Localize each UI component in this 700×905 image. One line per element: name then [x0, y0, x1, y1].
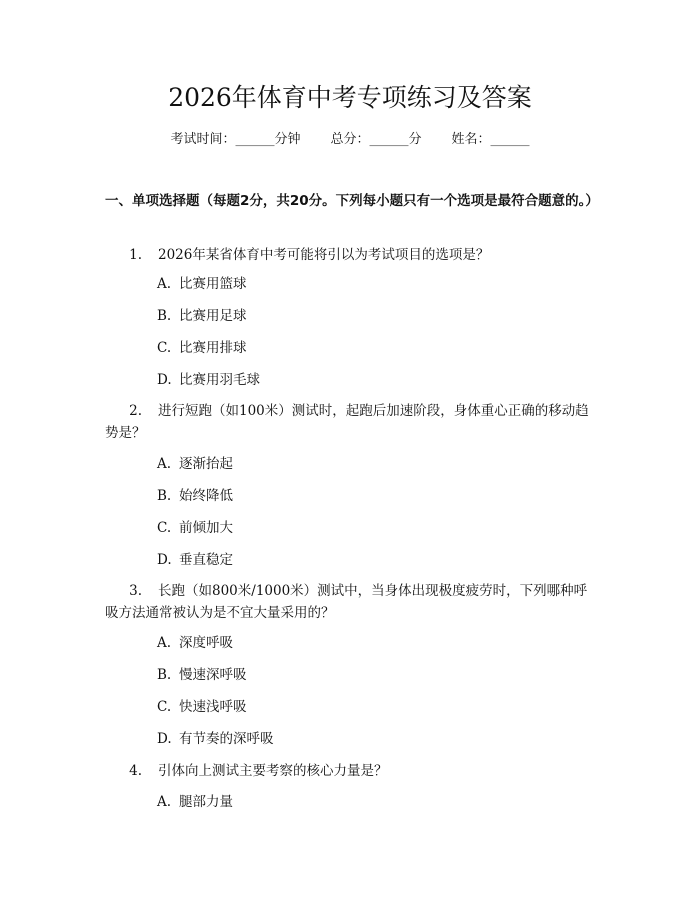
- option-b: [157, 664, 247, 686]
- option-text: 腿部力量: [179, 794, 233, 810]
- score-blank: ______: [369, 132, 409, 147]
- time-label: 考试时间：: [170, 132, 236, 147]
- question-text: 引体向上测试主要考察的核心力量是？: [158, 763, 388, 779]
- option-letter: A.: [157, 635, 172, 651]
- time-unit: 分钟: [274, 132, 301, 147]
- question-text: 进行短跑（如100米）测试时，起跑后加速阶段，身体重心正确的移动趋势是？: [105, 403, 589, 441]
- name-label: 姓名：: [451, 132, 491, 147]
- option-text: 前倾加大: [179, 520, 233, 536]
- option-text: 深度呼吸: [179, 635, 233, 651]
- option-text: 比赛用排球: [179, 340, 247, 356]
- option-letter: C.: [157, 699, 172, 715]
- option-a: [157, 273, 247, 295]
- option-text: 比赛用羽毛球: [179, 372, 260, 388]
- option-letter: B.: [157, 308, 172, 324]
- name-blank: ______: [490, 132, 530, 147]
- score-label: 总分：: [330, 132, 370, 147]
- score-unit: 分: [408, 132, 422, 147]
- option-letter: A.: [157, 276, 172, 292]
- option-letter: D.: [157, 552, 172, 568]
- question-number: 1.: [129, 247, 142, 263]
- question-number: 4.: [129, 763, 142, 779]
- option-letter: B.: [157, 667, 172, 683]
- option-text: 逐渐抬起: [179, 456, 233, 472]
- question-text: 长跑（如800米/1000米）测试中，当身体出现极度疲劳时，下列哪种呼吸方法通常被认为是不宜大量采用的？: [105, 583, 588, 621]
- question-2: [105, 400, 600, 444]
- exam-meta-line: [0, 128, 700, 152]
- option-text: 比赛用足球: [179, 308, 247, 324]
- option-letter: A.: [157, 456, 172, 472]
- option-letter: A.: [157, 794, 172, 810]
- option-a: [157, 453, 233, 475]
- option-d: [157, 369, 260, 391]
- question-number: 2.: [129, 403, 142, 419]
- option-b: [157, 305, 247, 327]
- option-b: [157, 485, 233, 507]
- option-letter: D.: [157, 372, 172, 388]
- section-heading: 一、单项选择题（每题2分，共20分。下列每小题只有一个选项是最符合题意的。）: [105, 193, 599, 209]
- question-3: [105, 580, 600, 624]
- option-text: 比赛用篮球: [179, 276, 247, 292]
- option-d: [157, 549, 233, 571]
- option-c: [157, 337, 247, 359]
- time-blank: ______: [235, 132, 275, 147]
- option-letter: B.: [157, 488, 172, 504]
- question-text: 2026年某省体育中考可能将引以为考试项目的选项是？: [158, 247, 490, 263]
- option-letter: C.: [157, 520, 172, 536]
- option-letter: C.: [157, 340, 172, 356]
- option-a: [157, 791, 233, 813]
- option-text: 慢速深呼吸: [179, 667, 247, 683]
- document-title: 2026年体育中考专项练习及答案: [168, 83, 532, 112]
- option-c: [157, 696, 247, 718]
- option-text: 垂直稳定: [179, 552, 233, 568]
- option-a: [157, 632, 233, 654]
- option-c: [157, 517, 233, 539]
- option-text: 始终降低: [179, 488, 233, 504]
- question-number: 3.: [129, 583, 142, 599]
- question-1: [105, 244, 600, 266]
- option-text: 快速浅呼吸: [179, 699, 247, 715]
- option-text: 有节奏的深呼吸: [179, 731, 274, 747]
- option-d: [157, 728, 274, 750]
- question-4: [105, 760, 600, 782]
- option-letter: D.: [157, 731, 172, 747]
